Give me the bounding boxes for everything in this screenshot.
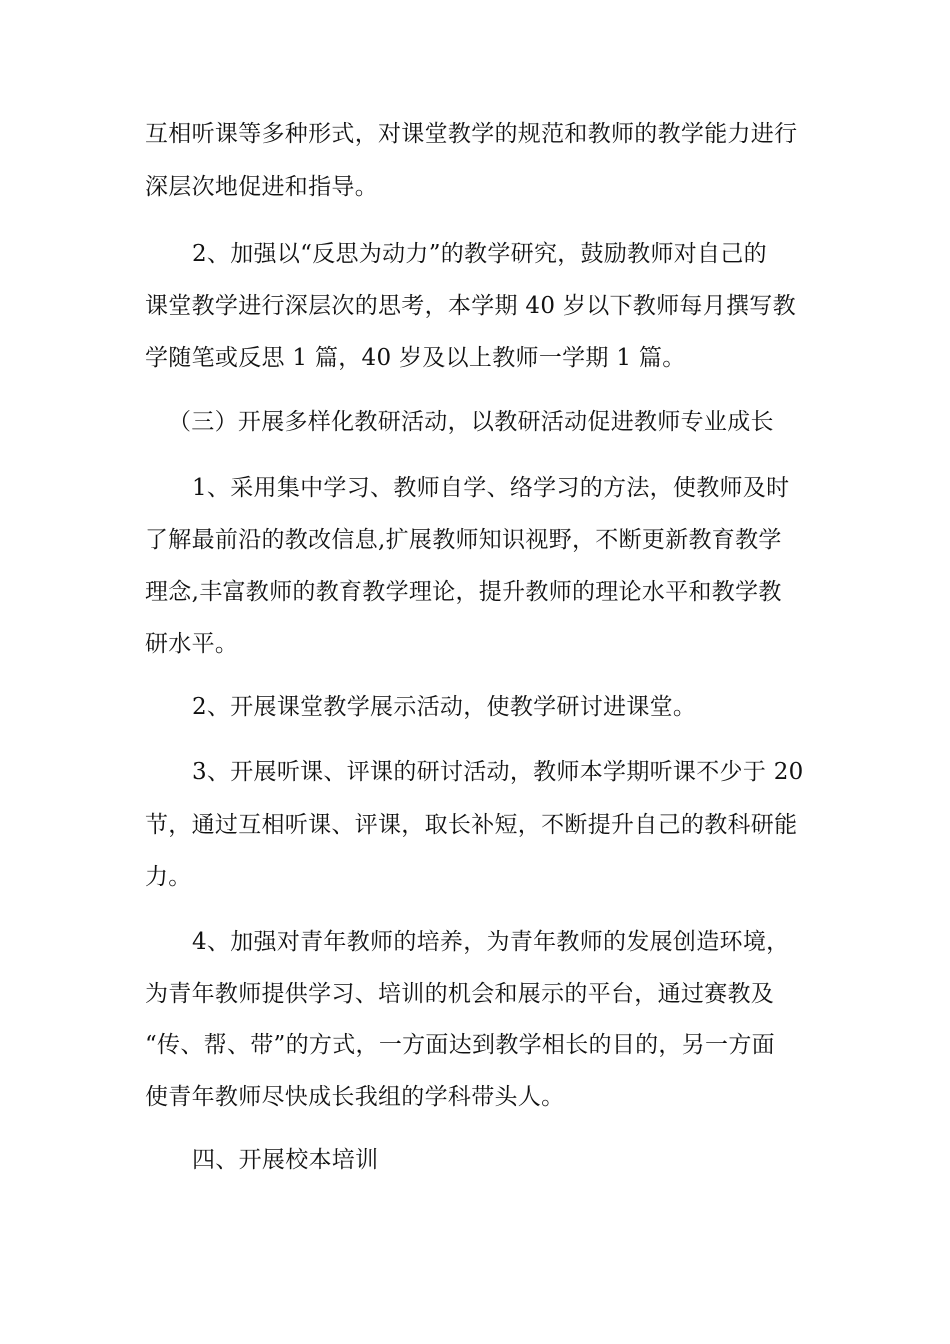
section-heading: （三）开展多样化教研活动，以教研活动促进教师专业成长 bbox=[168, 409, 774, 435]
body-text-line: 学随笔或反思 1 篇，40 岁及以上教师一学期 1 篇。 bbox=[145, 345, 686, 371]
body-text-line: 为青年教师提供学习、培训的机会和展示的平台，通过赛教及 bbox=[145, 981, 775, 1007]
paragraph-item-3-start: 3、开展听课、评课的研讨活动，教师本学期听课不少于 20 bbox=[192, 759, 804, 785]
paragraph-item-2-start: 2、加强以“反思为动力”的教学研究，鼓励教师对自己的 bbox=[192, 241, 767, 267]
body-text-line: “传、帮、带”的方式，一方面达到教学相长的目的，另一方面 bbox=[145, 1032, 775, 1058]
paragraph-item-2: 2、开展课堂教学展示活动，使教学研讨进课堂。 bbox=[192, 694, 697, 720]
body-text-line: 使青年教师尽快成长我组的学科带头人。 bbox=[145, 1084, 565, 1110]
paragraph-item-4-start: 4、加强对青年教师的培养，为青年教师的发展创造环境， bbox=[192, 929, 790, 955]
body-text-line: 深层次地促进和指导。 bbox=[145, 174, 378, 200]
body-text-line: 课堂教学进行深层次的思考，本学期 40 岁以下教师每月撰写教 bbox=[145, 293, 796, 319]
paragraph-item-1-start: 1、采用集中学习、教师自学、络学习的方法，使教师及时 bbox=[192, 475, 790, 501]
body-text-line: 节，通过互相听课、评课，取长补短，不断提升自己的教科研能 bbox=[145, 812, 798, 838]
body-text-line: 理念,丰富教师的教育教学理论，提升教师的理论水平和教学教 bbox=[145, 579, 782, 605]
section-heading-4: 四、开展校本培训 bbox=[192, 1147, 379, 1173]
body-text-line: 研水平。 bbox=[145, 631, 239, 657]
body-text-line: 了解最前沿的教改信息,扩展教师知识视野，不断更新教育教学 bbox=[145, 527, 782, 553]
body-text-line: 互相听课等多种形式，对课堂教学的规范和教师的教学能力进行 bbox=[145, 121, 798, 147]
body-text-line: 力。 bbox=[145, 864, 192, 890]
